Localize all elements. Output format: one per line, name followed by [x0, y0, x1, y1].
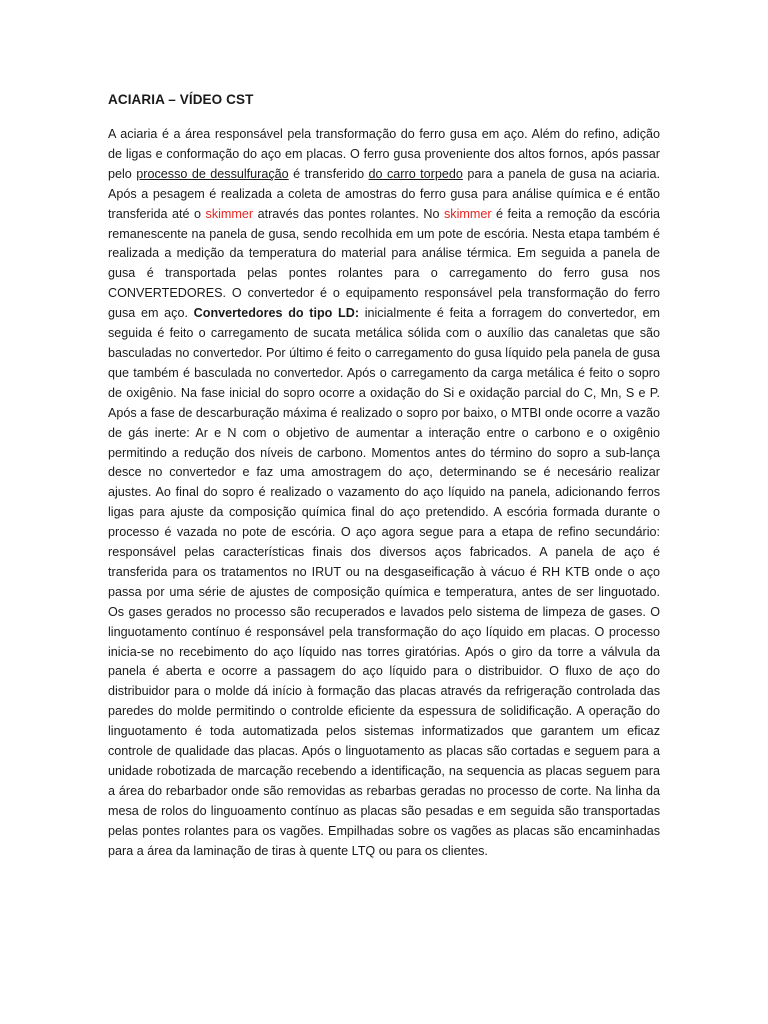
highlighted-term-skimmer: skimmer	[205, 206, 254, 221]
text-segment: A aciaria é a área responsável pela transformação do ferro gusa em aço. Além do refino, adição de ligas e conformação do aço em placas. O ferro gusa proveniente dos altos fornos, após passar pelo	[108, 127, 660, 181]
document-page	[108, 92, 660, 862]
underlined-term-dessulfuracao: processo de dessulfuração	[136, 166, 289, 181]
underlined-term-carro-torpedo: do carro torpedo	[368, 166, 463, 181]
body-paragraph	[108, 125, 660, 862]
highlighted-term-skimmer: skimmer	[443, 206, 492, 221]
bold-heading-convertedores-ld: Convertedores do tipo LD:	[193, 306, 360, 321]
text-segment: através das pontes rolantes. No	[253, 206, 444, 221]
text-segment: é feita a remoção da escória remanescente na panela de gusa, sendo recolhida em um pote de escória. Nesta etapa também é realizada a medição da temperatura do material para análise térmica. Em seguida a panela de gusa é transportada pelas pontes rolantes para o carregamento do ferro gusa nos CONVERTEDORES. O convertedor é o equipamento responsável pela transformação do ferro gusa em aço.	[108, 206, 660, 321]
document-title: ACIARIA – VÍDEO CST	[108, 92, 254, 107]
text-segment: para a panela de gusa na aciaria. Após a pesagem é realizada a coleta de amostras do ferro gusa para análise química e é então transferida até o	[108, 166, 660, 221]
text-segment: inicialmente é feita a forragem do convertedor, em seguida é feito o carregamento de sucata metálica sólida com o auxílio das canaletas que são basculadas no convertedor. Por último é feito o carregamento do gusa líquido pela panela de gusa que também é basculada no convertedor. Após o carregamento da carga metálica é feito o sopro de oxigênio. Na fase inicial do sopro ocorre a oxidação do Si e oxidação parcial do C, Mn, S e P. Após a fase de descarburação máxima é realizado o sopro por baixo, o MTBI onde ocorre a vazão de gás inerte: Ar e N com o objetivo de aumentar a interação entre o carbono e o oxigênio permitindo a redução dos níveis de carbono. Momentos antes do término do sopro a sub-lança desce no convertedor e faz uma amostragem do aço, determinando se é necesário realizar ajustes. Ao final do sopro é realizado o vazamento do aço líquido na panela, adicionando ferros ligas para ajuste da composição química final do aço pretendido. A escória formada durante o processo é vazada no pote de escória. O aço agora segue para a etapa de refino secundário: responsável pelas características finais dos diversos aços fabricados. A panela de aço é transferida para os tratamentos no IRUT ou na desgaseificação à vácuo é RH KTB onde o aço passa por uma série de ajustes de composição química e temperatura, antes de ser linguotado. Os gases gerados no processo são recuperados e lavados pelo sistema de limpeza de gases. O linguotamento contínuo é responsável pela transformação do aço líquido em placas. O processo inicia-se no recebimento do aço líquido nas torres giratórias. Após o giro da torre a válvula da panela é aberta e ocorre a passagem do aço líquido para o distribuidor. O fluxo de aço do distribuidor para o molde dá início à formação das placas através da refrigeração controlada das paredes do molde permitindo o controlde eficiente da espessura de solidificação. A operação do linguotamento é toda automatizada pelos sistemas informatizados que garantem um eficaz controle de qualidade das placas. Após o linguotamento as placas são cortadas e seguem para a unidade robotizada de marcação recebendo a identificação, na sequencia as placas seguem para a área do rebarbador onde são removidas as rebarbas geradas no processo de corte. Na linha da mesa de rolos do linguoamento contínuo as placas são pesadas e em seguida são transportadas pelas pontes rolantes para os vagões. Empilhadas sobre os vagões as placas são encaminhadas para a área da laminação de tiras à quente LTQ ou para os clientes.	[108, 306, 660, 858]
text-segment: é transferido	[288, 166, 369, 181]
